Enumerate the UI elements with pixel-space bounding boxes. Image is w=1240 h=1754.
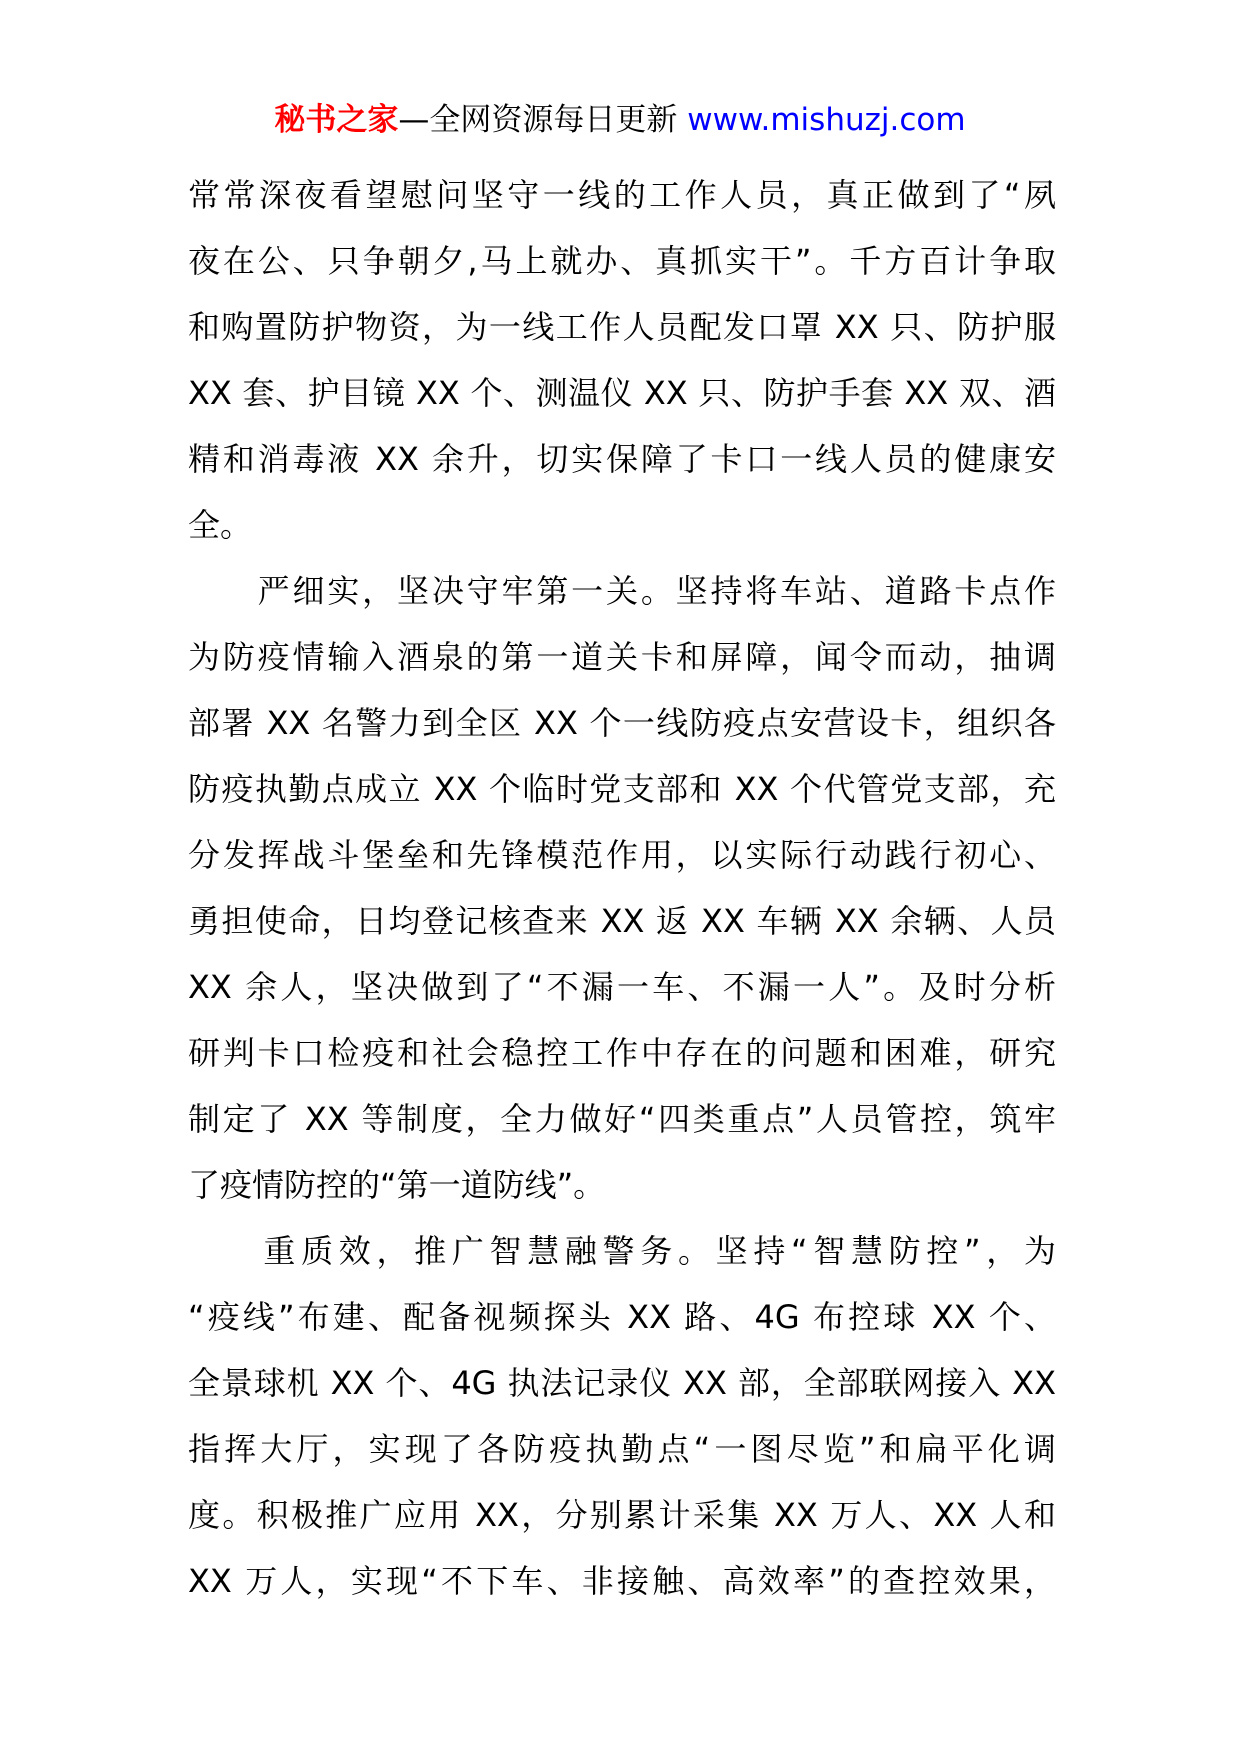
text-line: 全。 [188,506,253,544]
text-line: 分发挥战斗堡垒和先锋模范作用，以实际行动践行初心、 [188,836,1056,874]
text-line: 勇担使命，日均登记核查来 XX 返 XX 车辆 XX 余辆、人员 [188,902,1056,940]
text-line: 常常深夜看望慰问坚守一线的工作人员，真正做到了“夙 [188,176,1056,214]
text-line: XX 余人，坚决做到了“不漏一车、不漏一人”。及时分析 [188,968,1056,1006]
text-line: XX 万人，实现“不下车、非接触、高效率”的查控效果， [188,1562,1056,1600]
site-url-link[interactable]: www.mishuzj.com [687,102,966,138]
site-tagline: —全网资源每日更新 [398,102,678,138]
text-line: 研判卡口检疫和社会稳控工作中存在的问题和困难，研究 [188,1034,1056,1072]
text-line: 重质效，推广智慧融警务。坚持“智慧防控”，为 [188,1232,1056,1270]
text-line: 和购置防护物资，为一线工作人员配发口罩 XX 只、防护服 [188,308,1056,346]
text-line: 度。积极推广应用 XX，分别累计采集 XX 万人、XX 人和 [188,1496,1056,1534]
site-brand: 秘书之家 [274,102,399,138]
text-line: 部署 XX 名警力到全区 XX 个一线防疫点安营设卡，组织各 [188,704,1056,742]
text-line: 严细实，坚决守牢第一关。坚持将车站、道路卡点作 [188,572,1056,610]
text-line: “疫线”布建、配备视频探头 XX 路、4G 布控球 XX 个、 [188,1298,1056,1336]
text-line: 全景球机 XX 个、4G 执法记录仪 XX 部，全部联网接入 XX [188,1364,1056,1402]
text-line: 了疫情防控的“第一道防线”。 [188,1166,606,1204]
text-line: XX 套、护目镜 XX 个、测温仪 XX 只、防护手套 XX 双、酒 [188,374,1056,412]
text-line: 制定了 XX 等制度，全力做好“四类重点”人员管控，筑牢 [188,1100,1056,1138]
document-body [188,162,1056,1614]
text-line: 精和消毒液 XX 余升，切实保障了卡口一线人员的健康安 [188,440,1056,478]
site-header [0,100,1240,140]
text-line: 指挥大厅，实现了各防疫执勤点“一图尽览”和扁平化调 [188,1430,1056,1468]
text-line: 防疫执勤点成立 XX 个临时党支部和 XX 个代管党支部，充 [188,770,1056,808]
text-line: 夜在公、只争朝夕,马上就办、真抓实干”。千方百计争取 [188,242,1056,280]
text-line: 为防疫情输入酒泉的第一道关卡和屏障，闻令而动，抽调 [188,638,1056,676]
